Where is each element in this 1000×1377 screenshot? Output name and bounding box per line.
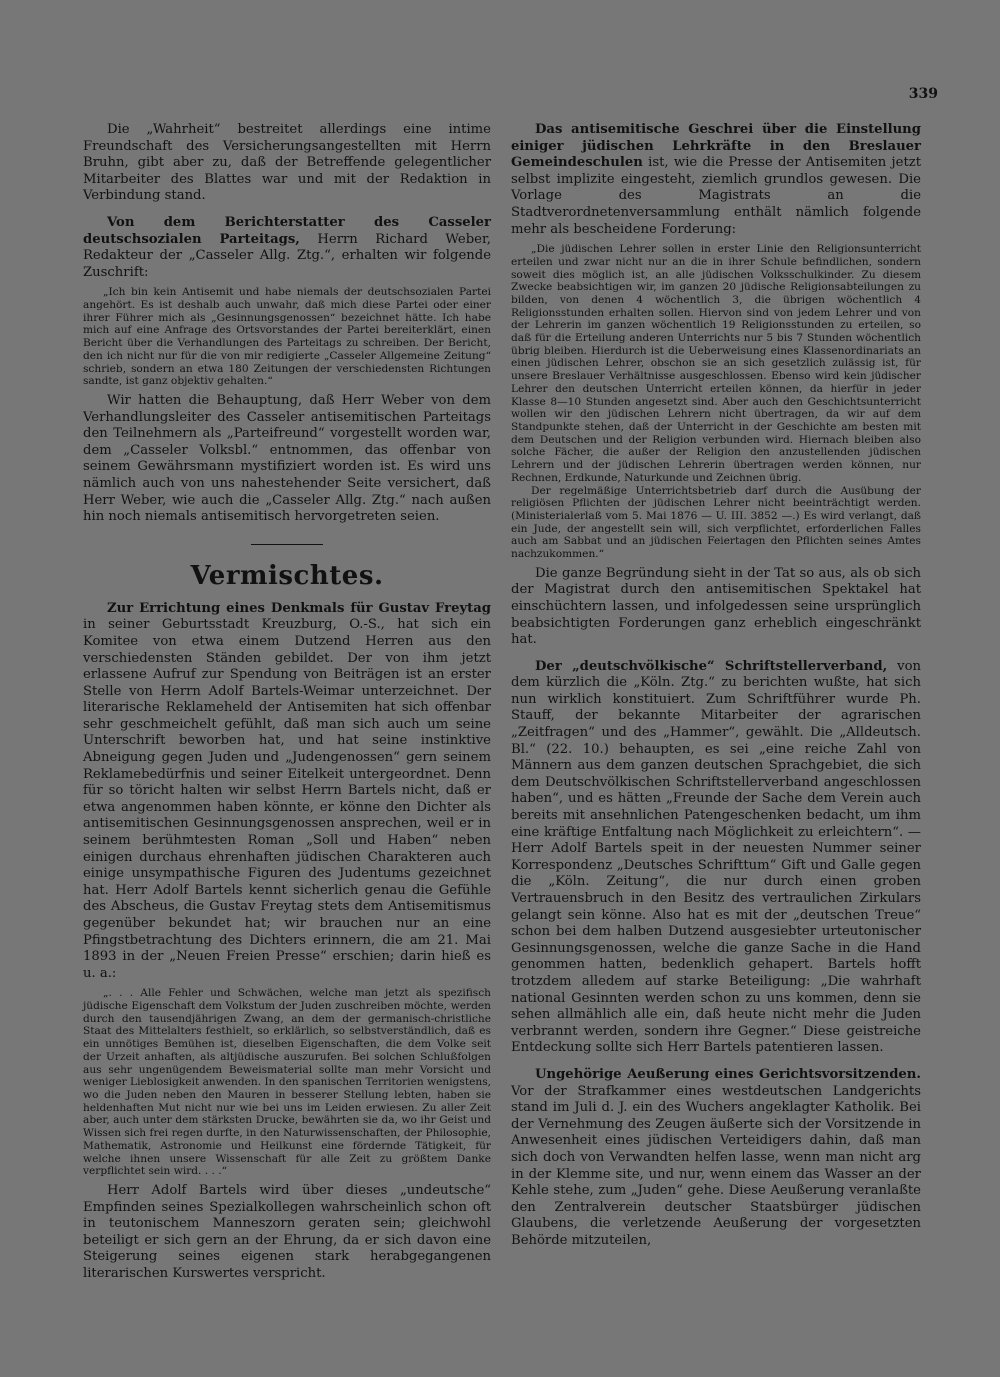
right-column (511, 122, 921, 1249)
paragraph-wahrheit: Die „Wahrheit“ bestreitet allerdings eine intime Freundschaft des Versicherungsangestellten mit Herrn Bruhn, gibt aber zu, daß der Betreffende gelegentlicher Mitarbeiter des Blattes war und mit der Redaktion in Verbindung stand. (83, 122, 491, 204)
quote-freytag: „. . . Alle Fehler und Schwächen, welche man jetzt als spezifisch jüdische Eigenschaft dem Volkstum der Juden zuschreiben möchte, werden durch den tausendjährigen Zwang, an dem der germanisch-christliche Staat des Mittelalters festhielt, so erklärlich, so selbstverständlich, daß es ein unnötiges Bemühen ist, dieselben Eigenschaften, die dem Volke seit der Urzeit anhaften, als altjüdische auszurufen. Bei solchen Schlußfolgen aus sehr ungenügendem Beweismaterial sollte man mehr Vorsicht und weniger Lieblosigkeit anwenden. In den spanischen Territorien wenigstens, wo die Juden neben den Mauren in besserer Stellung lebten, haben sie heldenhaften Mut nicht nur wie bei uns im Leiden erwiesen. Zu aller Zeit aber, auch unter dem stärksten Drucke, bewährten sie da, wo ihr Geist und Wissen sich frei regen durfte, in den Naturwissenschaften, der Philosophie, Mathematik, Astronomie und Heilkunst eine fördernde Tätigkeit, für welche ihnen unsere Wissenschaft für alle Zeit zu größtem Danke verpflichtet sein wird. . . .“ (83, 987, 491, 1178)
lead-gerichtsvorsitzender: Ungehörige Aeußerung eines Gerichtsvorsitzenden. (535, 1066, 921, 1082)
lead-freytag: Zur Errichtung eines Denkmals für Gustav Freytag (107, 600, 491, 616)
breslau-text: ist, wie die Presse der Antisemiten jetzt selbst implizite eingesteht, ziemlich grundlos gewesen. Die Vorlage des Magistrats an die Stadtverordnetenversammlung enthält nämlich folgende mehr als bescheidene Forderung: (511, 155, 921, 237)
quote-weber: „Ich bin kein Antisemit und habe niemals der deutschsozialen Partei angehört. Es ist deshalb auch unwahr, daß mich diese Partei oder einer ihrer Führer mich als „Gesinnungsgenossen“ bezeichnet hätte. Ich habe mich auf eine Anfrage des Ortsvorstandes der Partei bereiterklärt, einen Bericht über die Verhandlungen des Parteitags zu schreiben. Der Bericht, den ich nicht nur für die von mir redigierte „Casseler Allgemeine Zeitung“ schrieb, sondern an etwa 180 Zeitungen der verschiedensten Richtungen sandte, ist ganz objektiv gehalten.“ (83, 286, 491, 388)
lead-berichterstatter: Von dem Berichterstatter des Casseler deutschsozialen Parteitags, (83, 214, 491, 247)
paragraph-begruendung: Die ganze Begründung sieht in der Tat so aus, als ob sich der Magistrat durch den antisemitischen Spektakel hat einschüchtern lassen, und infolgedessen seine ursprünglich beabsichtigten Forderungen ganz erheblich eingeschränkt hat. (511, 565, 921, 648)
left-column (83, 122, 491, 1282)
schriftstellerverband-text: von dem kürzlich die „Köln. Ztg.“ zu berichten wußte, hat sich nun wirklich konstituiert. Zum Schriftführer wurde Ph. Stauff, der bekannte Mitarbeiter der agrarischen „Zeitfragen“ und des „Hammer“, gewählt. Die „Alldeutsch. Bl.“ (22. 10.) behaupten, es sei „eine reiche Zahl von Männern aus dem ganzen deutschen Sprachgebiet, die sich dem Deutschvölkischen Schriftstellerverband angeschlossen haben“, und es hätten „Freunde der Sache dem Verein auch bereits mit ansehnlichen Patengeschenken bedacht, um ihm eine kräftige Entfaltung nach Möglichkeit zu erleichtern“. — Herr Adolf Bartels speit in der neuesten Nummer seiner Korrespondenz „Deutsches Schrifttum“ Gift und Galle gegen die „Köln. Zeitung“, die nur durch einen groben Vertrauensbruch in den Besitz des vertraulichen Zirkulars gelangt sein könne. Also hat es mit der „deutschen Treue“ schon bei dem halben Dutzend ausgesiebter urteutonischer Gesinnungsgenossen, welche die ganze Sache in die Hand genommen hatten, bedenklich gehapert. Bartels hofft trotzdem alledem auf starke Beteiligung: „Die wahrhaft national Gesinnten werden schon zu uns kommen, denn sie sehen allmählich alle ein, daß heute nicht mehr die Juden verbrannt werden, sondern ihre Gegner.“ Diese geistreiche Entdeckung sollte sich Herr Bartels patentieren lassen. (511, 658, 921, 1056)
paragraph-gerichtsvorsitzender (511, 1067, 921, 1250)
paragraph-behauptung: Wir hatten die Behauptung, daß Herr Weber von dem Verhandlungsleiter des Casseler antisemitischen Parteitags den Teilnehmern als „Parteifreund“ vorgestellt worden war, dem „Casseler Volksbl.“ entnommen, das offenbar von seinem Gewährsmann mystifiziert worden ist. Es wird uns nämlich auch von uns nahestehender Seite versichert, daß Herr Weber, wie auch die „Casseler Allg. Ztg.“ nach außen hin noch niemals antisemitisch hervorgetreten seien. (83, 392, 491, 525)
quote-unterricht: Der regelmäßige Unterrichtsbetrieb darf durch die Ausübung der religiösen Pflichten der jüdischen Lehrer nicht beeinträchtigt werden. (Ministerialerlaß vom 5. Mai 1876 — U. III. 3852 —.) Es wird verlangt, daß ein Jude, der angestellt sein will, sich verpflichtet, erforderlichen Falles auch am Sabbat und an jüdischen Feiertagen den Pflichten seines Amtes nachzukommen.“ (511, 484, 921, 561)
section-divider (251, 544, 323, 545)
page-number: 339 (908, 86, 938, 102)
freytag-text: in seiner Geburtsstadt Kreuzburg, O.-S., hat sich ein Komitee von etwa einem Dutzend Herren aus den verschiedensten Ständen gebildet. Der von ihm jetzt erlassene Aufruf zur Spendung von Beiträgen ist an erster Stelle von Herrn Adolf Bartels-Weimar unterzeichnet. Der literarische Reklameheld der Antisemiten hat sich offenbar sehr geschmeichelt gefühlt, daß man sich auch um seine Unterschrift beworben hat, und hat seine instinktive Abneigung gegen Juden und „Judengenossen“ gern seinem Reklamebedürfnis und seiner Eitelkeit untergeordnet. Denn für so töricht halten wir selbst Herrn Bartels nicht, daß er etwa angenommen haben könnte, er könne den Dichter als antisemitischen Gesinnungsgenossen ansprechen, weil er in seinem berühmtesten Roman „Soll und Haben“ neben einigen durchaus ehrenhaften jüdischen Charakteren auch einige unsympathische Figuren des Judentums gezeichnet hat. Herr Adolf Bartels kennt sicherlich genau die Gefühle des Abscheus, die Gustav Freytag stets dem Antisemitismus gegenüber bekundet hat; wir brauchen nur an eine Pfingstbetrachtung des Dichters erinnern, die am 21. Mai 1893 in der „Neuen Freien Presse“ erschien; darin hieß es u. a.: (83, 617, 491, 981)
paragraph-schriftstellerverband (511, 659, 921, 1057)
paragraph-freytag (83, 601, 491, 983)
gerichtsvorsitzender-text: Vor der Strafkammer eines westdeutschen Landgerichts stand im Juli d. J. ein des Wuchers angeklagter Katholik. Bei der Vernehmung des Zeugen äußerte sich der Vorsitzende in Anwesenheit eines jüdischen Verteidigers dahin, daß man sich doch von Verwandten helfen lasse, wenn man nicht arg in der Klemme site, und nur, wenn einem das Wasser an der Kehle stehe, zum „Juden“ gehe. Diese Aeußerung veranlaßte den Zentralverein deutscher Staatsbürger jüdischen Glaubens, die verletzende Aeußerung der vorgesetzten Behörde mitzuteilen, (511, 1083, 921, 1248)
paragraph-weber-intro (83, 215, 491, 281)
lead-breslau: Das antisemitische Geschrei über die Einstellung einiger jüdischen Lehrkräfte in den Breslauer Gemeindeschulen (511, 122, 921, 171)
lead-schriftstellerverband: Der „deutschvölkische“ Schriftstellerverband, (535, 658, 888, 674)
paragraph-breslau (511, 122, 921, 238)
quote-magistrat: „Die jüdischen Lehrer sollen in erster Linie den Religionsunterricht erteilen und zwar nicht nur an die in ihrer Schule befindlichen, sondern soweit dies möglich ist, an alle jüdischen Volksschulkinder. Zu diesem Zwecke beabsichtigen wir, im ganzen 20 jüdische Religionsabteilungen zu bilden, von denen 4 wöchentlich 3, die übrigen wöchentlich 4 Religionsstunden erhalten sollen. Hiervon sind von jedem Lehrer und von der Lehrerin im ganzen wöchentlich 19 Religionsstunden zu erteilen, so daß für die Erteilung anderen Unterrichts nur 5 bis 7 Stunden wöchentlich übrig bleiben. Hierdurch ist die Ueberweisung eines Klassenordinariats an einen jüdischen Lehrer, obschon sie an sich gesetzlich zulässig ist, für unsere Breslauer Verhältnisse ausgeschlossen. Ebenso wird kein jüdischer Lehrer den deutschen Unterricht erteilen können, da hierfür in jeder Klasse 8—10 Stunden angesetzt sind. Aber auch den Geschichtsunterricht wollen wir den jüdischen Lehrern nicht übertragen, da wir auf dem Standpunkte stehen, daß der Unterricht in der Geschichte am besten mit dem Deutschen und der Religion verbunden wird. Hiernach bleiben also solche Fächer, die außer der Religion den anzustellenden jüdischen Lehrern und der jüdischen Lehrerin übertragen werden können, nur Rechnen, Erdkunde, Naturkunde und Zeichnen übrig. (511, 243, 921, 484)
paragraph-bartels: Herr Adolf Bartels wird über dieses „undeutsche“ Empfinden seines Spezialkollegen wahrscheinlich schon oft in teutonischem Manneszorn geraten sein; gleichwohl beteiligt er sich gern an der Ehrung, da er sich davon eine Steigerung seines eigenen stark herabgegangenen literarischen Kurswertes verspricht. (83, 1182, 491, 1281)
section-heading-vermischtes: Vermischtes. (190, 560, 384, 591)
weber-intro-text: Herrn Richard Weber, Redakteur der „Casseler Allg. Ztg.“, erhalten wir folgende Zuschrift: (83, 231, 491, 280)
